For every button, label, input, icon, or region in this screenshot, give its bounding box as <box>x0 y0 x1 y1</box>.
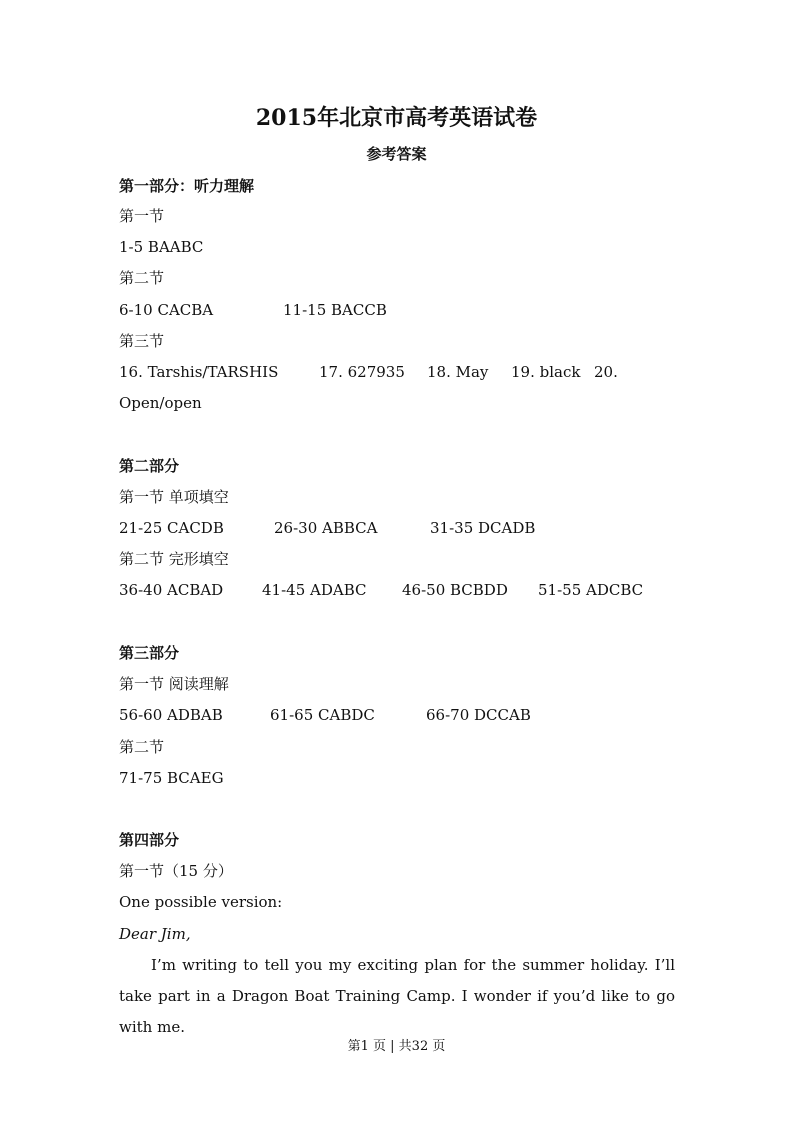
answer-group: 31-35 DCADB <box>430 519 536 537</box>
answer-group: 46-50 BCBDD <box>402 581 508 599</box>
answer-item: 19. black <box>511 363 581 381</box>
part3-section2-label: 第二节 <box>119 738 165 756</box>
part1-section1-answers: 1-5 BAABC <box>119 238 204 256</box>
answer-item: 18. May <box>427 363 489 381</box>
part3-section2-answers: 71-75 BCAEG <box>119 769 224 787</box>
answer-group: 6-10 CACBA <box>119 301 214 319</box>
part1-section2-label: 第二节 <box>119 269 165 287</box>
part2-section2-label: 第二节 完形填空 <box>119 550 229 568</box>
answer-group: 56-60 ADBAB <box>119 706 223 724</box>
part4-heading: 第四部分 <box>119 831 180 849</box>
answer-group: 36-40 ACBAD <box>119 581 224 599</box>
part1-section3-continued: Open/open <box>119 394 202 412</box>
part1-heading: 第一部分：听力理解 <box>119 177 255 195</box>
part1-section1-label: 第一节 <box>119 207 165 225</box>
version-label: One possible version: <box>119 893 283 911</box>
part4-section1-label: 第一节（15 分） <box>119 862 233 880</box>
document-title: 2015年北京市高考英语试卷 <box>255 105 538 131</box>
answer-group: 26-30 ABBCA <box>274 519 378 537</box>
answer-group: 61-65 CABDC <box>270 706 375 724</box>
answer-item: 17. 627935 <box>319 363 405 381</box>
part1-section3-label: 第三节 <box>119 332 165 350</box>
part2-heading: 第二部分 <box>119 457 180 475</box>
part3-section1-label: 第一节 阅读理解 <box>119 675 229 693</box>
answer-group: 21-25 CACDB <box>119 519 224 537</box>
part2-section1-label: 第一节 单项填空 <box>119 488 229 506</box>
answer-item: 16. Tarshis/TARSHIS <box>119 363 279 381</box>
page-footer: 第1 页 | 共32 页 <box>347 1039 446 1054</box>
answer-group: 66-70 DCCAB <box>426 706 531 724</box>
part3-heading: 第三部分 <box>119 644 180 662</box>
answer-group: 51-55 ADCBC <box>538 581 644 599</box>
answer-item: 20. <box>594 363 618 381</box>
document-subtitle: 参考答案 <box>366 145 427 163</box>
answer-group: 41-45 ADABC <box>262 581 367 599</box>
answer-group: 11-15 BACCB <box>283 301 387 319</box>
letter-paragraph: I’m writing to tell you my exciting plan for the summer holiday. I’ll take part in a Dragon Boat Training Camp. I wonder if you’d like to go with me. <box>119 956 675 1036</box>
letter-salutation: Dear Jim, <box>119 925 191 943</box>
